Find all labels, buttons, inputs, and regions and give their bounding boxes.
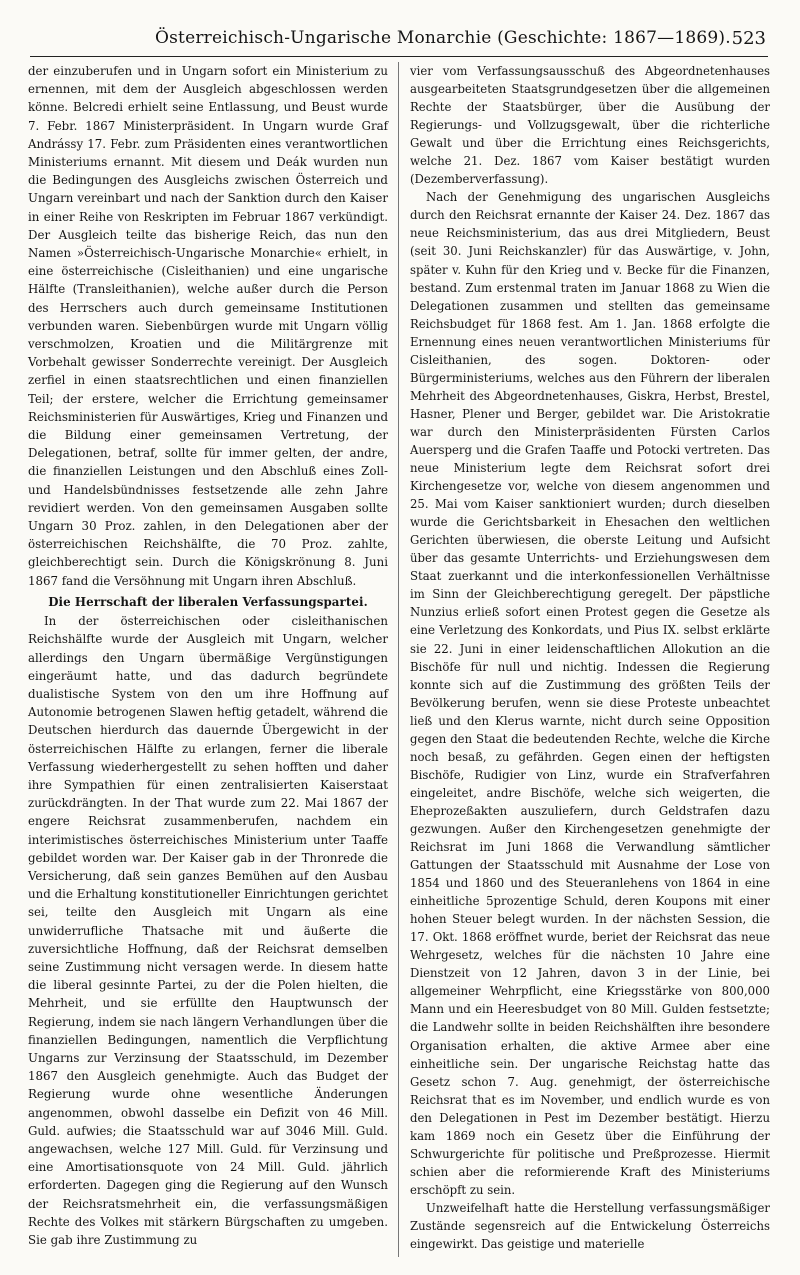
paragraph: vier vom Verfassungsausschuß des Abgeordnetenhauses ausgearbeiteten Staatsgrundgesetzen über die allgemeinen Rechte der Staatsbürger, über die Ausübung der Regierungs- und Vollzugsgewalt, über die richterliche Gewalt und über die Errichtung eines Reichsgerichts, welche 21. Dez. 1867 vom Kaiser bestätigt wurden (Dezemberverfassung).: [410, 64, 770, 187]
page-header: [30, 22, 768, 57]
section-heading: Die Herrschaft der liberalen Verfassungspartei.: [48, 594, 368, 609]
running-title: Österreichisch-Ungarische Monarchie (Geschichte: 1867—1869).: [155, 28, 731, 48]
right-column: [410, 62, 770, 1253]
page-number: 523: [731, 28, 766, 49]
paragraph: In der österreichischen oder cisleithanischen Reichshälfte wurde der Ausgleich mit Ungarn, welcher allerdings den Ungarn übermäßige Vergünstigungen eingeräumt hatte, und das dadurch begründete dualistische System von den um ihre Hoffnung auf Autonomie betrogenen Slawen heftig getadelt, während die Deutschen hierdurch das dauernde Übergewicht in der österreichischen Hälfte zu erlangen, ferner die liberale Verfassung wiederhergestellt zu sehen hofften und daher ihre Sympathien für einen zentralisierten Kaiserstaat zurückdrängten. In der That wurde zum 22. Mai 1867 der engere Reichsrat zusammenberufen, nachdem ein interimistisches österreichisches Ministerium unter Taaffe gebildet worden war. Der Kaiser gab in der Thronrede die Versicherung, daß sein ganzes Bemühen auf den Ausbau und die Erhaltung konstitutioneller Einrichtungen gerichtet sei, teilte den Ausgleich mit Ungarn als eine unwiderrufliche Thatsache mit und äußerte die zuversichtliche Hoffnung, daß der Reichsrat demselben seine Zustimmung nicht versagen werde. In diesem hatte die liberal gesinnte Partei, zu der die Polen hielten, die Mehrheit, und sie erfüllte den Hauptwunsch der Regierung, indem sie nach längern Verhandlungen über die finanziellen Bedingungen, namentlich die Verpflichtung Ungarns zur Verzinsung der Staatsschuld, im Dezember 1867 den Ausgleich genehmigte. Auch das Budget der Regierung wurde ohne wesentliche Änderungen angenommen, obwohl dasselbe ein Defizit von 46 Mill. Guld. aufwies; die Staatsschuld war auf 3046 Mill. Guld. angewachsen, welche 127 Mill. Guld. für Verzinsung und eine Amortisationsquote von 24 Mill. Guld. jährlich erforderten. Dagegen ging die Regierung auf den Wunsch der Reichsratsmehrheit ein, die verfassungsmäßigen Rechte des Volkes mit stärkern Bürgschaften zu umgeben. Sie gab ihre Zustimmung zu: [28, 614, 388, 1247]
column-divider: [398, 62, 399, 1257]
left-column: [28, 62, 388, 1249]
paragraph: Nach der Genehmigung des ungarischen Ausgleichs durch den Reichsrat ernannte der Kaiser 24. Dez. 1867 das neue Reichsministerium, das aus drei Mitgliedern, Beust (seit 30. Juni Reichskanzler) für das Auswärtige, v. John, später v. Kuhn für den Krieg und v. Becke für die Finanzen, bestand. Zum erstenmal traten im Januar 1868 zu Wien die Delegationen zusammen und stellten das gemeinsame Reichsbudget für 1868 fest. Am 1. Jan. 1868 erfolgte die Ernennung eines neuen verantwortlichen Ministeriums für Cisleithanien, des sogen. Doktoren- oder Bürgerministeriums, welches aus den Führern der liberalen Mehrheit des Abgeordnetenhauses, Giskra, Herbst, Brestel, Hasner, Plener und Berger, gebildet war. Die Aristokratie war durch den Ministerpräsidenten Fürsten Carlos Auersperg und die Grafen Taaffe und Potocki vertreten. Das neue Ministerium legte dem Reichsrat sofort drei Kirchengesetze vor, welche von diesem angenommen und 25. Mai vom Kaiser sanktioniert wurden; durch dieselben wurde die Gerichtsbarkeit in Ehesachen den weltlichen Gerichten überwiesen, die oberste Leitung und Aufsicht über das gesamte Unterrichts- und Erziehungswesen dem Staat zuerkannt und die interkonfessionellen Verhältnisse im Sinn der Gleichberechtigung geregelt. Der päpstliche Nunzius erließ sofort einen Protest gegen die Gesetze als eine Verletzung des Konkordats, und Pius IX. selbst erklärte sie 22. Juni in einer leidenschaftlichen Allokution an die Bischöfe für null und nichtig. Indessen die Regierung konnte sich auf die Zustimmung des größten Teils der Bevölkerung berufen, wenn sie diese Proteste unbeachtet ließ und den Klerus warnte, nicht durch seine Opposition gegen den Staat die bedeutenden Rechte, welche die Kirche noch besaß, zu gefährden. Gegen einen der heftigsten Bischöfe, Rudigier von Linz, wurde ein Strafverfahren eingeleitet, andre Bischöfe, welche sich weigerten, die Eheprozeßakten auszuliefern, durch Geldstrafen dazu gezwungen. Außer den Kirchengesetzen genehmigte der Reichsrat im Juni 1868 die Verwandlung sämtlicher Gattungen der Staatsschuld mit Ausnahme der Lose von 1854 und 1860 und des Steueranlehens von 1864 in eine einheitliche 5prozentige Schuld, deren Koupons mit einer hohen Steuer belegt wurden. In der nächsten Session, die 17. Okt. 1868 eröffnet wurde, beriet der Reichsrat das neue Wehrgesetz, welches für die nächsten 10 Jahre eine Dienstzeit von 12 Jahren, davon 3 in der Linie, bei allgemeiner Wehrpflicht, eine Kriegsstärke von 800,000 Mann und ein Heeresbudget von 80 Mill. Gulden festsetzte; die Landwehr sollte in beiden Reichshälften ihre besondere Organisation erhalten, die aktive Armee aber eine einheitliche sein. Der ungarische Reichstag hatte das Gesetz schon 7. Aug. genehmigt, der österreichische Reichsrat that es im November, und endlich wurde es von den Delegationen in Pest im Dezember bestätigt. Hierzu kam 1869 noch ein Gesetz über die Einführung der Schwurgerichte für politische und Preßprozesse. Hiermit schien aber die reformierende Kraft des Ministeriums erschöpft zu sein.: [410, 190, 770, 1197]
paragraph: der einzuberufen und in Ungarn sofort ein Ministerium zu ernennen, mit dem der Ausgleich abgeschlossen werden könne. Belcredi erhielt seine Entlassung, und Beust wurde 7. Febr. 1867 Ministerpräsident. In Ungarn wurde Graf Andrássy 17. Febr. zum Präsidenten eines verantwortlichen Ministeriums ernannt. Mit diesem und Deák wurden nun die Bedingungen des Ausgleichs zwischen Österreich und Ungarn vereinbart und nach der Sanktion durch den Kaiser in einer Reihe von Reskripten im Februar 1867 verkündigt. Der Ausgleich teilte das bisherige Reich, das nun den Namen »Österreichisch-Ungarische Monarchie« erhielt, in eine österreichische (Cisleithanien) und eine ungarische Hälfte (Transleithanien), welche außer durch die Person des Herrschers auch durch gemeinsame Institutionen verbunden waren. Siebenbürgen wurde mit Ungarn völlig verschmolzen, Kroatien und die Militärgrenze mit Vorbehalt gewisser Sonderrechte vereinigt. Der Ausgleich zerfiel in einen staatsrechtlichen und einen finanziellen Teil; der erstere, welcher die Errichtung gemeinsamer Reichsministerien für Auswärtiges, Krieg und Finanzen und die Bildung einer gemeinsamen Vertretung, der Delegationen, betraf, sollte für immer gelten, der andre, die finanziellen Leistungen und den Abschluß eines Zoll- und Handelsbündnisses festsetzende alle zehn Jahre revidiert werden. Von den gemeinsamen Ausgaben sollte Ungarn 30 Proz. zahlen, in den Delegationen aber der österreichischen Reichshälfte, die 70 Proz. zahlte, gleichberechtigt sein. Durch die Königskrönung 8. Juni 1867 fand die Versöhnung mit Ungarn ihren Abschluß.: [28, 64, 388, 588]
paragraph: Unzweifelhaft hatte die Herstellung verfassungsmäßiger Zustände segensreich auf die Entwickelung Österreichs eingewirkt. Das geistige und materielle: [410, 1200, 770, 1252]
